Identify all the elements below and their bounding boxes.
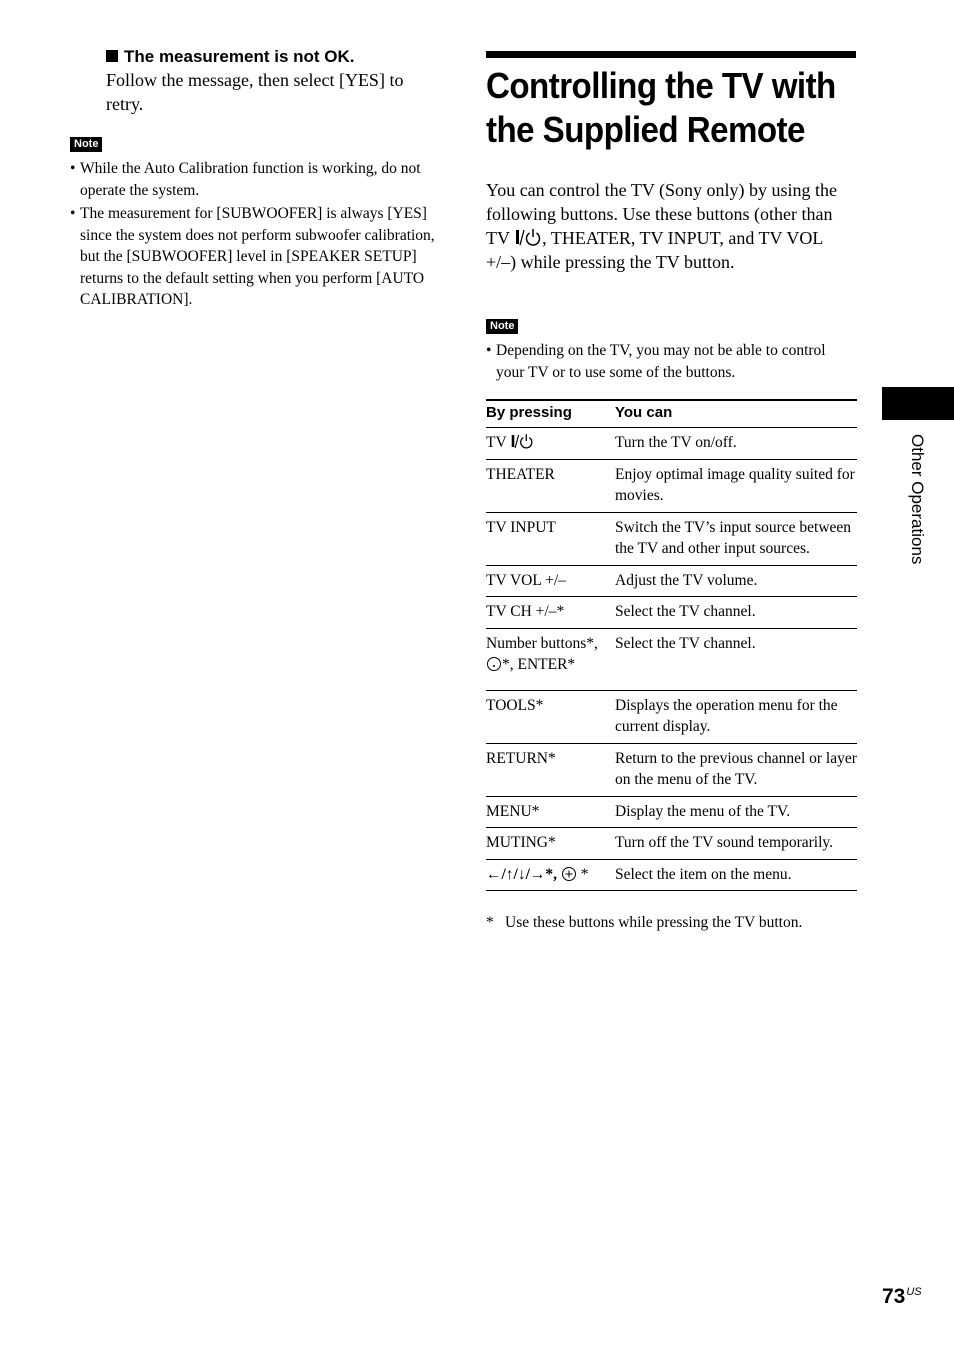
description-cell: Select the TV channel. [615, 597, 857, 629]
table-row [486, 597, 857, 629]
section-tab-label: Other Operations [908, 434, 927, 565]
button-cell: MUTING* [486, 828, 615, 860]
table-row [486, 565, 857, 597]
table-row [486, 512, 857, 565]
section-tab-marker [882, 387, 954, 420]
note-item: • Depending on the TV, you may not be able to control your TV or to use some of the buttons. [486, 340, 857, 383]
right-note-list [486, 340, 857, 383]
description-cell: Select the item on the menu. [615, 859, 857, 891]
description-cell: Select the TV channel. [615, 628, 857, 690]
left-note-block [70, 134, 442, 311]
button-cell: TV INPUT [486, 512, 615, 565]
button-cell: TV CH +/–* [486, 597, 615, 629]
button-cell: MENU* [486, 796, 615, 828]
description-cell: Displays the operation menu for the current display. [615, 690, 857, 743]
button-cell: TV [486, 428, 615, 460]
table-row [486, 828, 857, 860]
column-header-by-pressing: By pressing [486, 400, 615, 428]
intro-paragraph: You can control the TV (Sony only) by using the following buttons. Use these buttons (other than TV , THEATER, TV INPUT, and TV VOL +/–) while pressing the TV button. [486, 180, 837, 272]
table-row [486, 743, 857, 796]
footnote: * Use these buttons while pressing the TV button. [486, 914, 803, 931]
power-icon [510, 433, 534, 449]
table-row [486, 428, 857, 460]
button-cell: THEATER [486, 459, 615, 512]
button-cell: ←/↑/↓/→*, * [486, 859, 615, 891]
description-cell: Adjust the TV volume. [615, 565, 857, 597]
power-icon [514, 228, 542, 246]
description-cell: Switch the TV’s input source between the TV and other input sources. [615, 512, 857, 565]
note-badge: Note [486, 319, 518, 334]
page-number: $73^{US}$ [882, 1285, 922, 1308]
note-item: • The measurement for [SUBWOOFER] is always [YES] since the system does not perform subwoofer calibration, but the [SUBWOOFER] level in [SPEAKER SETUP] returns to the default setting when you perform [AUTO CALIBRATION]. [70, 203, 442, 311]
column-header-you-can: You can [615, 400, 857, 428]
description-cell: Enjoy optimal image quality suited for movies. [615, 459, 857, 512]
note-item: • While the Auto Calibration function is working, do not operate the system. [70, 158, 442, 201]
description-cell: Return to the previous channel or layer on the menu of the TV. [615, 743, 857, 796]
left-note-list [70, 158, 442, 311]
button-cell: TOOLS* [486, 690, 615, 743]
left-column [70, 46, 442, 313]
title-rule [486, 51, 856, 58]
description-cell: Turn the TV on/off. [615, 428, 857, 460]
description-cell: Turn off the TV sound temporarily. [615, 828, 857, 860]
button-cell: Number buttons*, *, ENTER* [486, 628, 615, 690]
table-row [486, 628, 857, 690]
measurement-heading: The measurement is not OK. [106, 46, 442, 68]
button-cell: RETURN* [486, 743, 615, 796]
description-cell: Display the menu of the TV. [615, 796, 857, 828]
table-row [486, 459, 857, 512]
dot-button-icon [486, 656, 502, 672]
table-row [486, 859, 857, 891]
square-bullet-icon [106, 50, 118, 62]
right-column [486, 51, 857, 933]
arrow-buttons-icon: ←/↑/↓/→*, [486, 865, 561, 883]
right-note-block [486, 316, 857, 383]
note-badge: Note [70, 137, 102, 152]
remote-buttons-table [486, 399, 857, 891]
table-row [486, 796, 857, 828]
enter-plus-icon [561, 866, 577, 882]
table-row [486, 690, 857, 743]
page-title: Controlling the TV with the Supplied Remote [486, 65, 836, 150]
table-header-row [486, 400, 857, 428]
measurement-text: Follow the message, then select [YES] to retry. [106, 70, 404, 114]
button-cell: TV VOL +/– [486, 565, 615, 597]
